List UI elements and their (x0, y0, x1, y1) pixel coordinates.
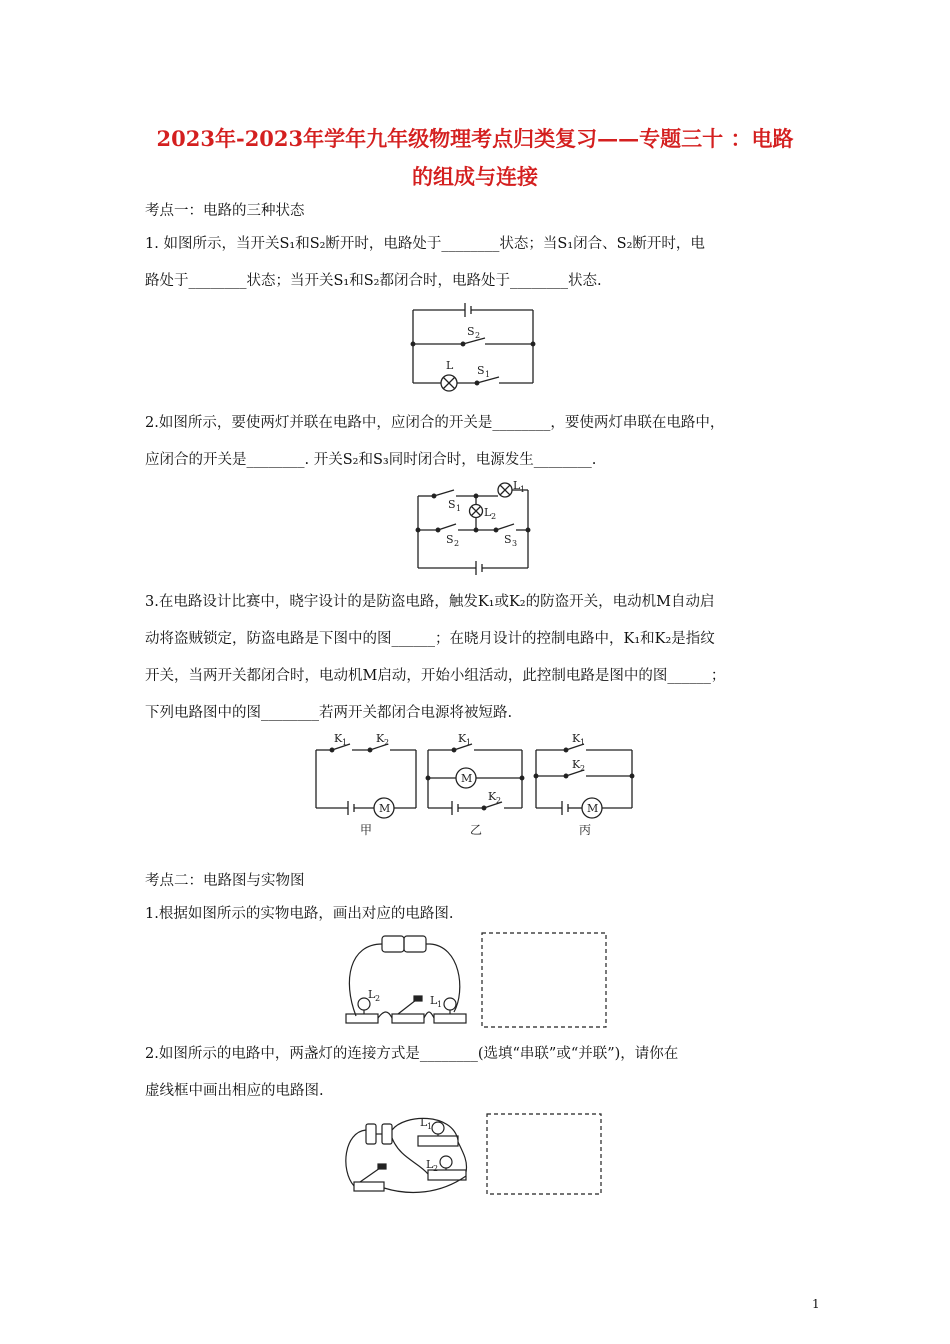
svg-text:2: 2 (580, 764, 586, 773)
label-s1: S (477, 364, 485, 377)
svg-text:1: 1 (427, 1122, 433, 1131)
svg-text:M: M (461, 772, 473, 785)
svg-text:M: M (587, 802, 599, 815)
q3-text-line2: 动将盗贼锁定，防盗电路是下图中的图______；在晓月设计的控制电路中，K₁和K₂是指纹 (145, 631, 715, 647)
label-l1: L (430, 994, 438, 1007)
s2-q2-text-line2: 虚线框中画出相应的电路图. (145, 1083, 324, 1099)
svg-text:1: 1 (342, 738, 348, 747)
label-l2: L (426, 1158, 434, 1171)
label-l2: L (368, 988, 376, 1001)
svg-text:2: 2 (433, 1164, 439, 1173)
label-l1-sub: 1 (520, 485, 526, 494)
doc-title-line1: 2023年-2023年学年九年级物理考点归类复习——专题三十 ：电路 (156, 126, 794, 151)
label-l2-sub: 2 (491, 512, 497, 521)
svg-text:1: 1 (437, 1000, 443, 1009)
label-l1: L (420, 1116, 428, 1129)
q1-text-line2: 路处于________状态；当开关S₁和S₂都闭合时，电路处于________状态. (145, 273, 602, 289)
label-l2: L (484, 506, 492, 519)
figure-s2-q2-physical (340, 1110, 610, 1204)
label-s3-sub: 3 (512, 539, 518, 548)
label-s2-sub: 2 (475, 331, 481, 340)
svg-text:2: 2 (384, 738, 390, 747)
label-s1-sub: 1 (485, 370, 491, 379)
q2-text-line1: 2.如图所示，要使两灯并联在电路中，应闭合的开关是________，要使两灯串联在电路中， (145, 415, 725, 431)
svg-text:M: M (379, 802, 391, 815)
q3-text-line3: 开关，当两开关都闭合时，电动机M启动，开始小组活动，此控制电路是图中的图______； (145, 668, 726, 684)
label-l: L (446, 359, 454, 372)
label-s1: S (448, 498, 456, 511)
svg-text:1: 1 (466, 738, 472, 747)
svg-text:K: K (334, 732, 343, 745)
q3-text-line4: 下列电路图中的图________若两开关都闭合电源将被短路. (145, 705, 513, 721)
figure-s2-q1-physical (330, 930, 610, 1034)
figure-q1-circuit (405, 300, 545, 394)
svg-text:K: K (488, 790, 497, 803)
s2-q2-text-line1: 2.如图所示的电路中，两盏灯的连接方式是________(选填“串联”或“并联”)，请你在 (145, 1046, 679, 1062)
doc-title-line2: 的组成与连接 (412, 164, 538, 189)
s2-q1-text: 1.根据如图所示的实物电路，画出对应的电路图. (145, 906, 454, 922)
label-s2: S (467, 325, 475, 338)
svg-text:2: 2 (496, 796, 502, 805)
figure-q2-circuit (412, 478, 542, 582)
q3-text-line1: 3.在电路设计比赛中，晓宇设计的是防盗电路，触发K₁或K₂的防盗开关，电动机M自动启 (145, 594, 715, 610)
label-s1-sub: 1 (456, 504, 462, 513)
label-bing: 丙 (579, 823, 592, 837)
label-s2-sub: 2 (454, 539, 460, 548)
section2-heading: 考点二：电路图与实物图 (145, 873, 305, 889)
svg-text:K: K (458, 732, 467, 745)
svg-text:K: K (376, 732, 385, 745)
label-s3: S (504, 533, 512, 546)
figure-q3-circuits (312, 730, 642, 844)
q1-text-line1: 1. 如图所示，当开关S₁和S₂断开时，电路处于________状态；当S₁闭合、S₂断开时，电 (145, 236, 705, 252)
label-yi: 乙 (470, 823, 483, 837)
q2-text-line2: 应闭合的开关是________. 开关S₂和S₃同时闭合时，电源发生________. (145, 452, 597, 468)
svg-text:2: 2 (375, 994, 381, 1003)
label-jia: 甲 (360, 823, 373, 837)
svg-text:K: K (572, 758, 581, 771)
svg-text:K: K (572, 732, 581, 745)
svg-text:1: 1 (580, 738, 586, 747)
label-l1: L (513, 479, 521, 492)
section1-heading: 考点一：电路的三种状态 (145, 203, 305, 219)
page-number: 1 (812, 1297, 820, 1311)
label-s2: S (446, 533, 454, 546)
